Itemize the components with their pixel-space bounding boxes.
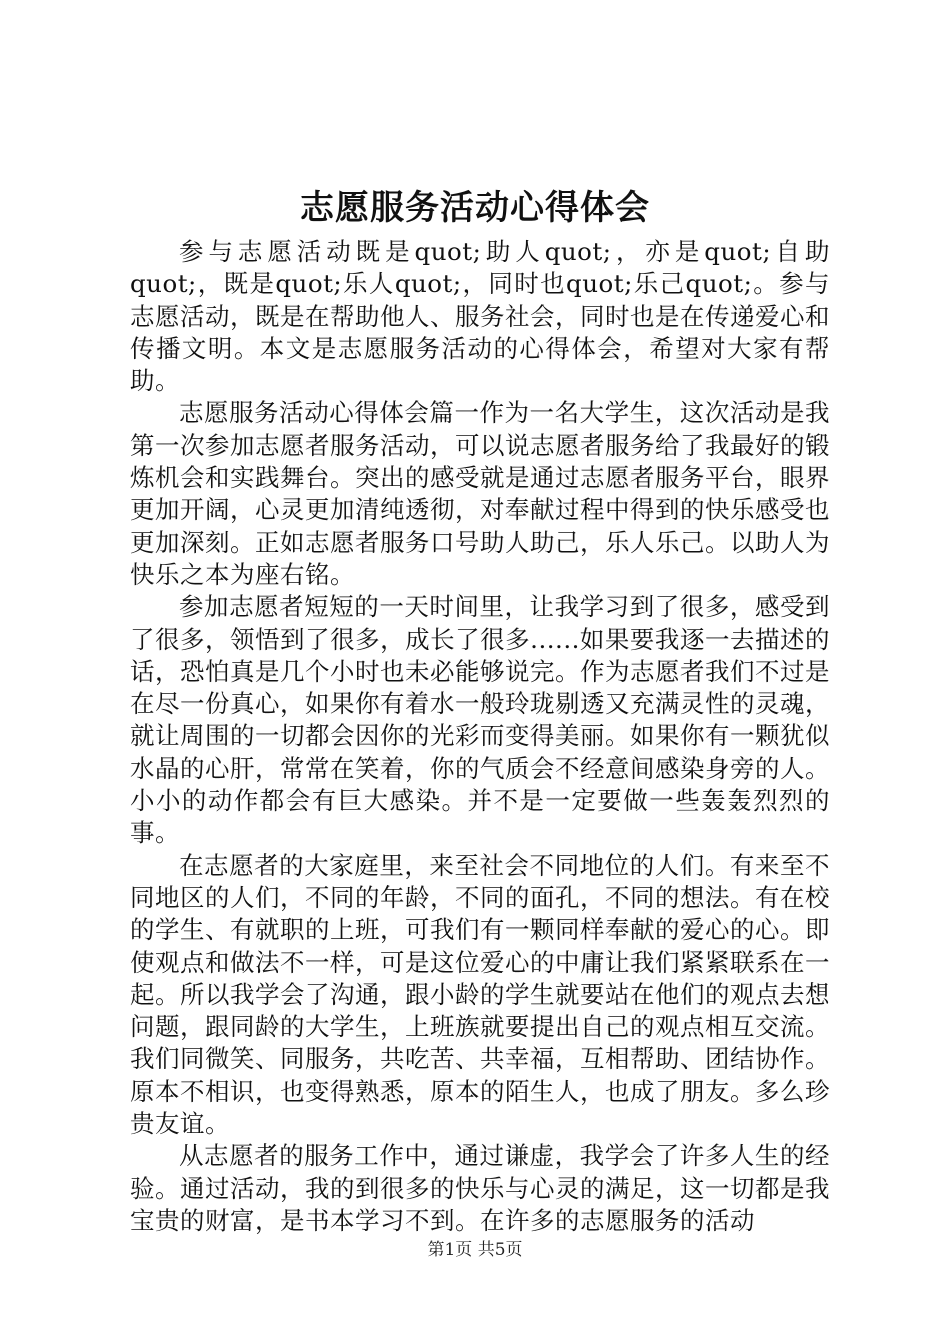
paragraph-3: 在志愿者的大家庭里，来至社会不同地位的人们。有来至不同地区的人们，不同的年龄，不同的面孔，不同的想法。有在校的学生、有就职的上班，可我们有一颗同样奉献的爱心的心。即使观点和做法不一样，可是这位爱心的中庸让我们紧紧联系在一起。所以我学会了沟通，跟小龄的学生就要站在他们的观点去想问题，跟同龄的大学生，上班族就要提出自己的观点相互交流。我们同微笑、同服务，共吃苦、共幸福，互相帮助、团结协作。原本不相识，也变得熟悉，原本的陌生人，也成了朋友。多么珍贵友谊。 <box>130 850 830 1139</box>
paragraph-4: 从志愿者的服务工作中，通过谦虚，我学会了许多人生的经验。通过活动，我的到很多的快乐与心灵的满足，这一切都是我宝贵的财富，是书本学习不到。在许多的志愿服务的活动 <box>130 1141 830 1235</box>
document-body <box>130 236 830 1237</box>
paragraph-2: 参加志愿者短短的一天时间里，让我学习到了很多，感受到了很多，领悟到了很多，成长了很多......如果要我逐一去描述的话，恐怕真是几个小时也未必能够说完。作为志愿者我们不过是在尽一份真心，如果你有着水一般玲珑剔透又充满灵性的灵魂，就让周围的一切都会因你的光彩而变得美丽。如果你有一颗犹似水晶的心肝，常常在笑着，你的气质会不经意间感染身旁的人。小小的动作都会有巨大感染。并不是一定要做一些轰轰烈烈的事。 <box>130 592 830 848</box>
document-title: 志愿服务活动心得体会 <box>300 188 650 228</box>
paragraph-1: 志愿服务活动心得体会篇一作为一名大学生，这次活动是我第一次参加志愿者服务活动，可以说志愿者服务给了我最好的锻炼机会和实践舞台。突出的感受就是通过志愿者服务平台，眼界更加开阔，心灵更加清纯透彻，对奉献过程中得到的快乐感受也更加深刻。正如志愿者服务口号助人助己，乐人乐己。以助人为快乐之本为座右铭。 <box>130 398 830 589</box>
page-number-footer: 第1页 共5页 <box>427 1240 523 1260</box>
paragraph-intro: 参与志愿活动既是quot;助人quot;，亦是quot;自助quot;，既是quot;乐人quot;，同时也quot;乐己quot;。参与志愿活动，既是在帮助他人、服务社会，同时也是在传递爱心和传播文明。本文是志愿服务活动的心得体会，希望对大家有帮助。 <box>130 237 830 396</box>
